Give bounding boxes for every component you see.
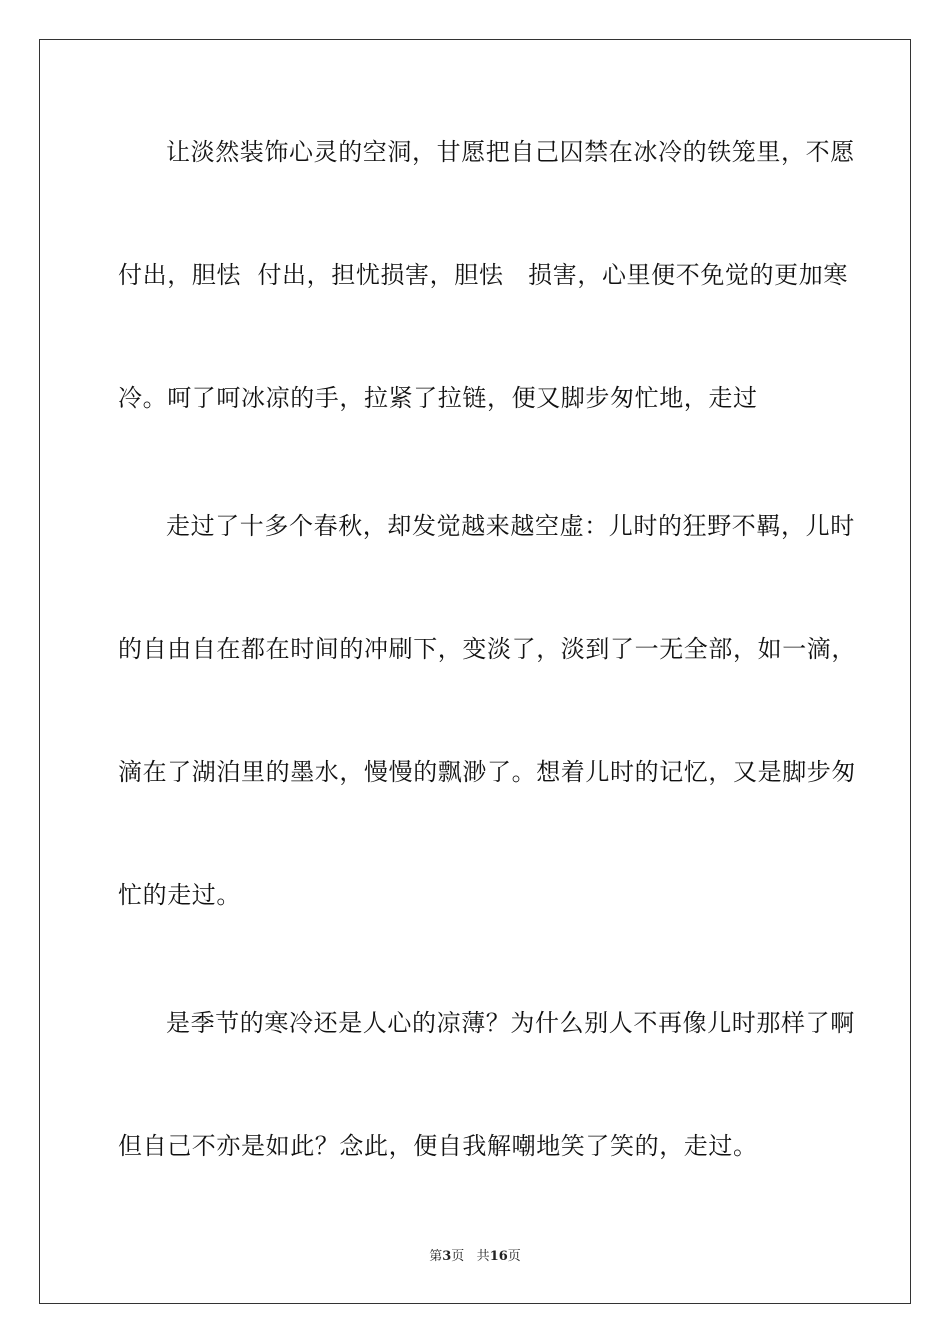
- page-label-suffix: 页: [451, 1249, 465, 1264]
- paragraph-3-line-1: 是季节的寒冷还是人心的凉薄？为什么别人不再像儿时那样了啊: [166, 1009, 855, 1037]
- total-label-prefix: 共: [476, 1249, 490, 1264]
- paragraph-2-line-1: 走过了十多个春秋，却发觉越来越空虚：儿时的狂野不羁，儿时: [166, 512, 855, 540]
- total-label-suffix: 页: [507, 1249, 521, 1264]
- page-border: [39, 39, 911, 1304]
- paragraph-1-line-1: 让淡然装饰心灵的空洞，甘愿把自己囚禁在冰冷的铁笼里，不愿: [166, 138, 855, 166]
- paragraph-2-line-4: 忙的走过。: [118, 881, 241, 909]
- total-pages-number: 16: [489, 1249, 508, 1264]
- paragraph-1-line-2: 付出，胆怯 付出，担忧损害，胆怯 损害，心里便不免觉的更加寒: [118, 261, 848, 289]
- paragraph-2-line-3: 滴在了湖泊里的墨水，慢慢的飘渺了。想着儿时的记忆，又是脚步匆: [118, 758, 856, 786]
- paragraph-1-line-3: 冷。呵了呵冰凉的手，拉紧了拉链，便又脚步匆忙地，走过: [118, 384, 758, 412]
- page-label-prefix: 第: [429, 1249, 443, 1264]
- page-number-footer: [0, 1249, 950, 1265]
- paragraph-3-line-2: 但自己不亦是如此？念此，便自我解嘲地笑了笑的，走过。: [118, 1132, 758, 1160]
- paragraph-2-line-2: 的自由自在都在时间的冲刷下，变淡了，淡到了一无全部，如一滴，: [118, 635, 856, 663]
- current-page-number: 3: [442, 1249, 452, 1264]
